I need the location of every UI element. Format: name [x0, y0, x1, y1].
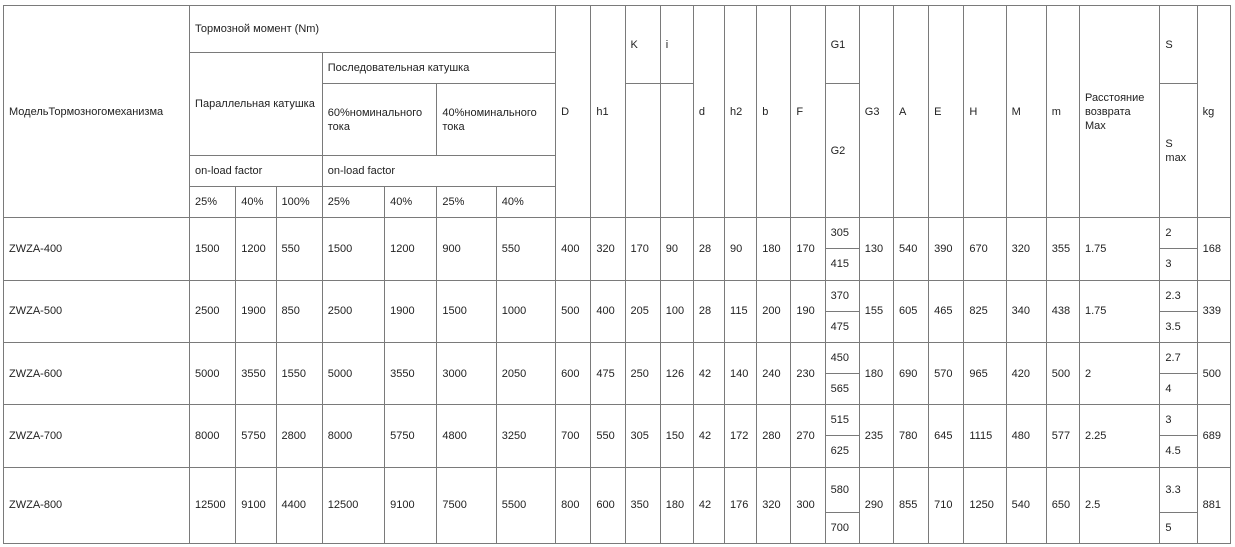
cell-model: ZWZA-800 [4, 467, 190, 543]
header-F: F [791, 6, 825, 218]
cell-A: 540 [893, 218, 928, 280]
cell-torque: 7500 [437, 467, 496, 543]
header-Smax: S max [1160, 84, 1197, 218]
header-duty: 25% [437, 186, 496, 217]
cell-torque: 1000 [496, 280, 555, 342]
cell-D: 700 [556, 405, 591, 467]
cell-S: 3 [1160, 405, 1197, 436]
cell-Smax: 4.5 [1160, 436, 1197, 467]
cell-torque: 550 [496, 218, 555, 280]
header-G3: G3 [859, 6, 893, 218]
cell-M: 420 [1006, 342, 1046, 404]
header-i: i [660, 6, 693, 84]
table-row [4, 467, 1231, 512]
header-60pct: 60%номинального тока [322, 84, 437, 155]
cell-torque: 1500 [437, 280, 496, 342]
header-duty: 40% [236, 186, 276, 217]
cell-i: 150 [660, 405, 693, 467]
cell-kg: 881 [1197, 467, 1230, 543]
cell-K: 170 [625, 218, 660, 280]
header-b: b [757, 6, 791, 218]
cell-H: 825 [964, 280, 1006, 342]
cell-G1: 305 [825, 218, 859, 249]
cell-torque: 2800 [276, 405, 322, 467]
cell-G3: 180 [859, 342, 893, 404]
cell-A: 780 [893, 405, 928, 467]
cell-kg: 339 [1197, 280, 1230, 342]
cell-H: 965 [964, 342, 1006, 404]
cell-model: ZWZA-500 [4, 280, 190, 342]
header-duty: 100% [276, 186, 322, 217]
cell-model: ZWZA-700 [4, 405, 190, 467]
cell-kg: 689 [1197, 405, 1230, 467]
cell-torque: 3550 [236, 342, 276, 404]
cell-kg: 500 [1197, 342, 1230, 404]
cell-torque: 2050 [496, 342, 555, 404]
cell-Smax: 3.5 [1160, 311, 1197, 342]
cell-F: 190 [791, 280, 825, 342]
cell-F: 170 [791, 218, 825, 280]
cell-torque: 9100 [236, 467, 276, 543]
cell-G2: 415 [825, 249, 859, 280]
cell-m: 355 [1046, 218, 1079, 280]
header-parallel-coil: Параллельная катушка [190, 53, 323, 156]
header-d: d [693, 6, 724, 218]
cell-d: 28 [693, 280, 724, 342]
header-G1: G1 [825, 6, 859, 84]
cell-S: 2.7 [1160, 342, 1197, 373]
cell-G3: 130 [859, 218, 893, 280]
cell-torque: 850 [276, 280, 322, 342]
cell-torque: 3000 [437, 342, 496, 404]
cell-G3: 155 [859, 280, 893, 342]
header-G2: G2 [825, 84, 859, 218]
cell-E: 465 [929, 280, 964, 342]
cell-return: 2.25 [1079, 405, 1159, 467]
cell-torque: 12500 [190, 467, 236, 543]
cell-A: 605 [893, 280, 928, 342]
cell-m: 438 [1046, 280, 1079, 342]
cell-Smax: 4 [1160, 374, 1197, 405]
header-A: A [893, 6, 928, 218]
header-M: M [1006, 6, 1046, 218]
brake-spec-table [3, 5, 1231, 544]
cell-return: 1.75 [1079, 280, 1159, 342]
cell-d: 28 [693, 218, 724, 280]
cell-torque: 550 [276, 218, 322, 280]
header-D: D [556, 6, 591, 218]
header-model: МодельТормозногомеханизма [4, 6, 190, 218]
cell-K: 250 [625, 342, 660, 404]
header-kg: kg [1197, 6, 1230, 218]
cell-torque: 900 [437, 218, 496, 280]
cell-torque: 3550 [385, 342, 437, 404]
header-duty: 25% [322, 186, 384, 217]
cell-Smax: 3 [1160, 249, 1197, 280]
cell-return: 2 [1079, 342, 1159, 404]
table-row [4, 218, 1231, 249]
cell-return: 2.5 [1079, 467, 1159, 543]
header-i-lower [660, 84, 693, 218]
cell-E: 390 [929, 218, 964, 280]
header-S: S [1160, 6, 1197, 84]
cell-torque: 5000 [322, 342, 384, 404]
cell-b: 240 [757, 342, 791, 404]
header-row-1 [4, 6, 1231, 53]
cell-b: 280 [757, 405, 791, 467]
header-K-lower [625, 84, 660, 218]
header-series-coil: Последовательная катушка [322, 53, 555, 84]
cell-M: 540 [1006, 467, 1046, 543]
cell-A: 855 [893, 467, 928, 543]
cell-torque: 5500 [496, 467, 555, 543]
cell-h2: 140 [725, 342, 757, 404]
cell-torque: 2500 [190, 280, 236, 342]
header-onload-factor-series: on-load factor [322, 155, 555, 186]
cell-i: 90 [660, 218, 693, 280]
cell-H: 670 [964, 218, 1006, 280]
cell-K: 305 [625, 405, 660, 467]
cell-i: 100 [660, 280, 693, 342]
cell-G3: 290 [859, 467, 893, 543]
cell-torque: 5750 [385, 405, 437, 467]
cell-torque: 9100 [385, 467, 437, 543]
cell-G2: 565 [825, 374, 859, 405]
cell-G2: 475 [825, 311, 859, 342]
header-m: m [1046, 6, 1079, 218]
header-torque: Тормозной момент (Nm) [190, 6, 556, 53]
cell-D: 800 [556, 467, 591, 543]
cell-m: 500 [1046, 342, 1079, 404]
cell-G1: 370 [825, 280, 859, 311]
cell-torque: 4800 [437, 405, 496, 467]
cell-d: 42 [693, 342, 724, 404]
cell-return: 1.75 [1079, 218, 1159, 280]
cell-E: 645 [929, 405, 964, 467]
cell-torque: 1200 [236, 218, 276, 280]
cell-K: 205 [625, 280, 660, 342]
header-E: E [929, 6, 964, 218]
cell-S: 2.3 [1160, 280, 1197, 311]
cell-F: 300 [791, 467, 825, 543]
cell-model: ZWZA-400 [4, 218, 190, 280]
header-H: H [964, 6, 1006, 218]
header-duty: 40% [496, 186, 555, 217]
cell-G1: 515 [825, 405, 859, 436]
cell-H: 1250 [964, 467, 1006, 543]
cell-d: 42 [693, 467, 724, 543]
cell-torque: 4400 [276, 467, 322, 543]
cell-h1: 600 [591, 467, 625, 543]
cell-i: 126 [660, 342, 693, 404]
cell-m: 577 [1046, 405, 1079, 467]
header-h1: h1 [591, 6, 625, 218]
cell-torque: 1900 [385, 280, 437, 342]
cell-d: 42 [693, 405, 724, 467]
cell-torque: 5000 [190, 342, 236, 404]
cell-M: 480 [1006, 405, 1046, 467]
cell-F: 270 [791, 405, 825, 467]
header-K: K [625, 6, 660, 84]
table-row [4, 405, 1231, 436]
cell-torque: 1500 [190, 218, 236, 280]
cell-G1: 450 [825, 342, 859, 373]
cell-G1: 580 [825, 467, 859, 512]
cell-A: 690 [893, 342, 928, 404]
cell-torque: 3250 [496, 405, 555, 467]
cell-F: 230 [791, 342, 825, 404]
header-40pct: 40%номинального тока [437, 84, 556, 155]
cell-S: 3.3 [1160, 467, 1197, 512]
cell-D: 400 [556, 218, 591, 280]
cell-H: 1115 [964, 405, 1006, 467]
cell-h2: 90 [725, 218, 757, 280]
cell-torque: 2500 [322, 280, 384, 342]
cell-D: 500 [556, 280, 591, 342]
cell-h1: 475 [591, 342, 625, 404]
cell-kg: 168 [1197, 218, 1230, 280]
header-duty: 25% [190, 186, 236, 217]
cell-torque: 1900 [236, 280, 276, 342]
cell-torque: 5750 [236, 405, 276, 467]
cell-torque: 8000 [190, 405, 236, 467]
header-h2: h2 [725, 6, 757, 218]
cell-h1: 400 [591, 280, 625, 342]
table-row [4, 280, 1231, 311]
cell-G3: 235 [859, 405, 893, 467]
cell-h1: 320 [591, 218, 625, 280]
header-duty: 40% [385, 186, 437, 217]
cell-E: 570 [929, 342, 964, 404]
header-return-distance: Расстояние возврата Max [1079, 6, 1159, 218]
cell-torque: 1500 [322, 218, 384, 280]
cell-h1: 550 [591, 405, 625, 467]
cell-D: 600 [556, 342, 591, 404]
cell-M: 320 [1006, 218, 1046, 280]
cell-h2: 115 [725, 280, 757, 342]
table-row [4, 342, 1231, 373]
cell-h2: 176 [725, 467, 757, 543]
cell-K: 350 [625, 467, 660, 543]
cell-G2: 700 [825, 512, 859, 543]
cell-S: 2 [1160, 218, 1197, 249]
cell-M: 340 [1006, 280, 1046, 342]
cell-torque: 1550 [276, 342, 322, 404]
cell-m: 650 [1046, 467, 1079, 543]
cell-b: 320 [757, 467, 791, 543]
cell-b: 200 [757, 280, 791, 342]
cell-model: ZWZA-600 [4, 342, 190, 404]
cell-b: 180 [757, 218, 791, 280]
header-onload-factor-parallel: on-load factor [190, 155, 323, 186]
cell-E: 710 [929, 467, 964, 543]
cell-i: 180 [660, 467, 693, 543]
cell-torque: 1200 [385, 218, 437, 280]
cell-torque: 8000 [322, 405, 384, 467]
cell-Smax: 5 [1160, 512, 1197, 543]
cell-h2: 172 [725, 405, 757, 467]
cell-G2: 625 [825, 436, 859, 467]
cell-torque: 12500 [322, 467, 384, 543]
